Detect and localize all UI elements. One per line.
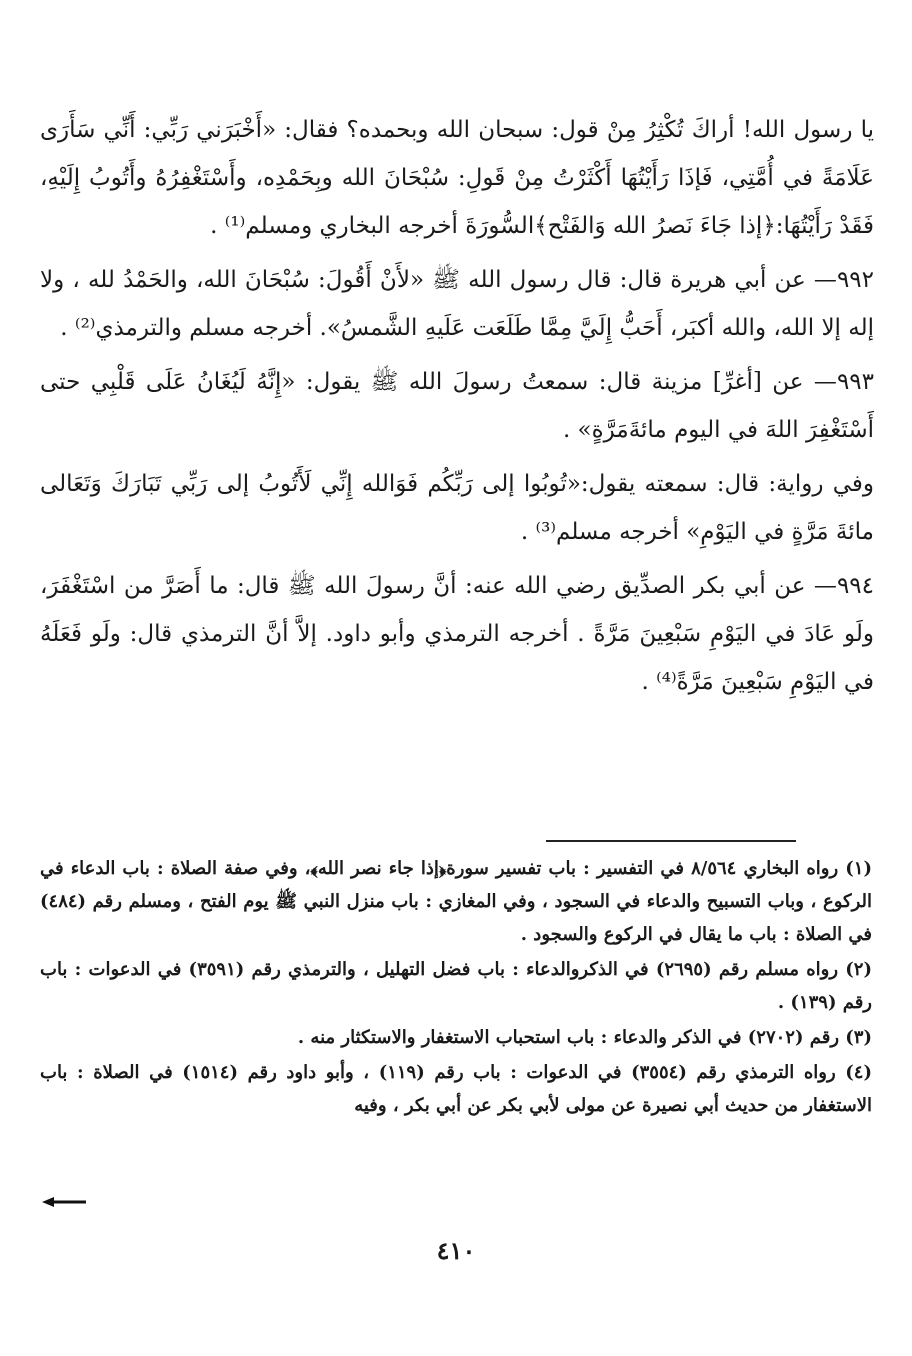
page-number: ٤١٠: [436, 1236, 476, 1265]
main-text: [40, 106, 874, 712]
paragraph: ٩٩٢— عن أبي هريرة قال: قال رسول الله ﷺ «لأَنْ أَقُولَ: سُبْحَانَ الله، والحَمْدُ لله ، ولا إله إلا الله، والله أكبَر، أَحَبُّ إِلَيَّ مِمَّا طَلَعَت عَلَيهِ الشَّمسُ». أخرجه مسلم والترمذي⁽²⁾ .: [40, 267, 874, 341]
footnote: (٣) رقم (٢٧٠٢) في الذكر والدعاء : باب استحباب الاستغفار والاستكثار منه .: [297, 1027, 872, 1048]
paragraph: يا رسول الله! أراكَ تُكْثِرُ مِنْ قول: سبحان الله وبحمده؟ فقال: «أَخْبَرَني رَبِّي: أَنِّي سَأَرَى عَلَامَةً في أُمَّتِي، فَإذَا رَأَيْتُهَا أَكْثَرْتُ مِنْ قَولِ: سُبْحَانَ الله وبِحَمْدِه، وأَسْتَغْفِرُهُ وأَتُوبُ إِلَيْهِ، فَقَدْ رَأَيْتُهَا:﴿إذا جَاءَ نَصرُ الله وَالفَتْح﴾السُّورَةَ أخرجه البخاري ومسلم⁽¹⁾ .: [40, 117, 874, 239]
footnotes: [40, 852, 872, 1124]
paragraph: ٩٩٣— عن [أغرِّ] مزينة قال: سمعتُ رسولَ الله ﷺ يقول: «إِنَّهُ لَيُغَانُ عَلَى قَلْبِي حتى أَسْتَغْفِرَ اللهَ في اليوم مائةَمَرَّةٍ» .: [40, 369, 874, 443]
footnote: (٢) رواه مسلم رقم (٢٦٩٥) في الذكروالدعاء : باب فضل التهليل ، والترمذي رقم (٣٥٩١) في الدعوات : باب رقم (١٣٩) .: [40, 959, 872, 1013]
footnote: (١) رواه البخاري ٨/٥٦٤ في التفسير : باب تفسير سورة﴿إذا جاء نصر الله﴾، وفي صفة الصلاة : باب الدعاء في الركوع ، وباب التسبيح والدعاء في السجود ، وفي المغازي : باب منزل النبي ﷺ يوم الفتح ، ومسلم رقم (٤٨٤) في الصلاة : باب ما يقال في الركوع والسجود .: [40, 858, 872, 945]
continuation-arrow-icon: [42, 1196, 86, 1208]
paragraph: ٩٩٤— عن أبي بكر الصدِّيق رضي الله عنه: أنَّ رسولَ الله ﷺ قال: ما أَصَرَّ من اسْتَغْفَرَ، ولَو عَادَ في اليَوْمِ سَبْعِينَ مَرَّةً . أخرجه الترمذي وأبو داود. إلاَّ أنَّ الترمذي قال: ولَو فَعَلَهُ في اليَوْمِ سَبْعِينَ مَرَّةً⁽⁴⁾ .: [40, 573, 874, 695]
footnote-divider: [546, 840, 796, 842]
paragraph: وفي رواية: قال: سمعته يقول:«تُوبُوا إلى رَبِّكُم فَوَالله إِنِّي لَأَتُوبُ إلى رَبِّي تَبَارَكَ وَتَعَالى مائةَ مَرَّةٍ في اليَوْمِ» أخرجه مسلم⁽³⁾ .: [40, 471, 874, 545]
footnote: (٤) رواه الترمذي رقم (٣٥٥٤) في الدعوات : باب رقم (١١٩) ، وأبو داود رقم (١٥١٤) في الصلاة : باب الاستغفار من حديث أبي نصيرة عن مولى لأبي بكر عن أبي بكر ، وفيه: [40, 1062, 872, 1116]
